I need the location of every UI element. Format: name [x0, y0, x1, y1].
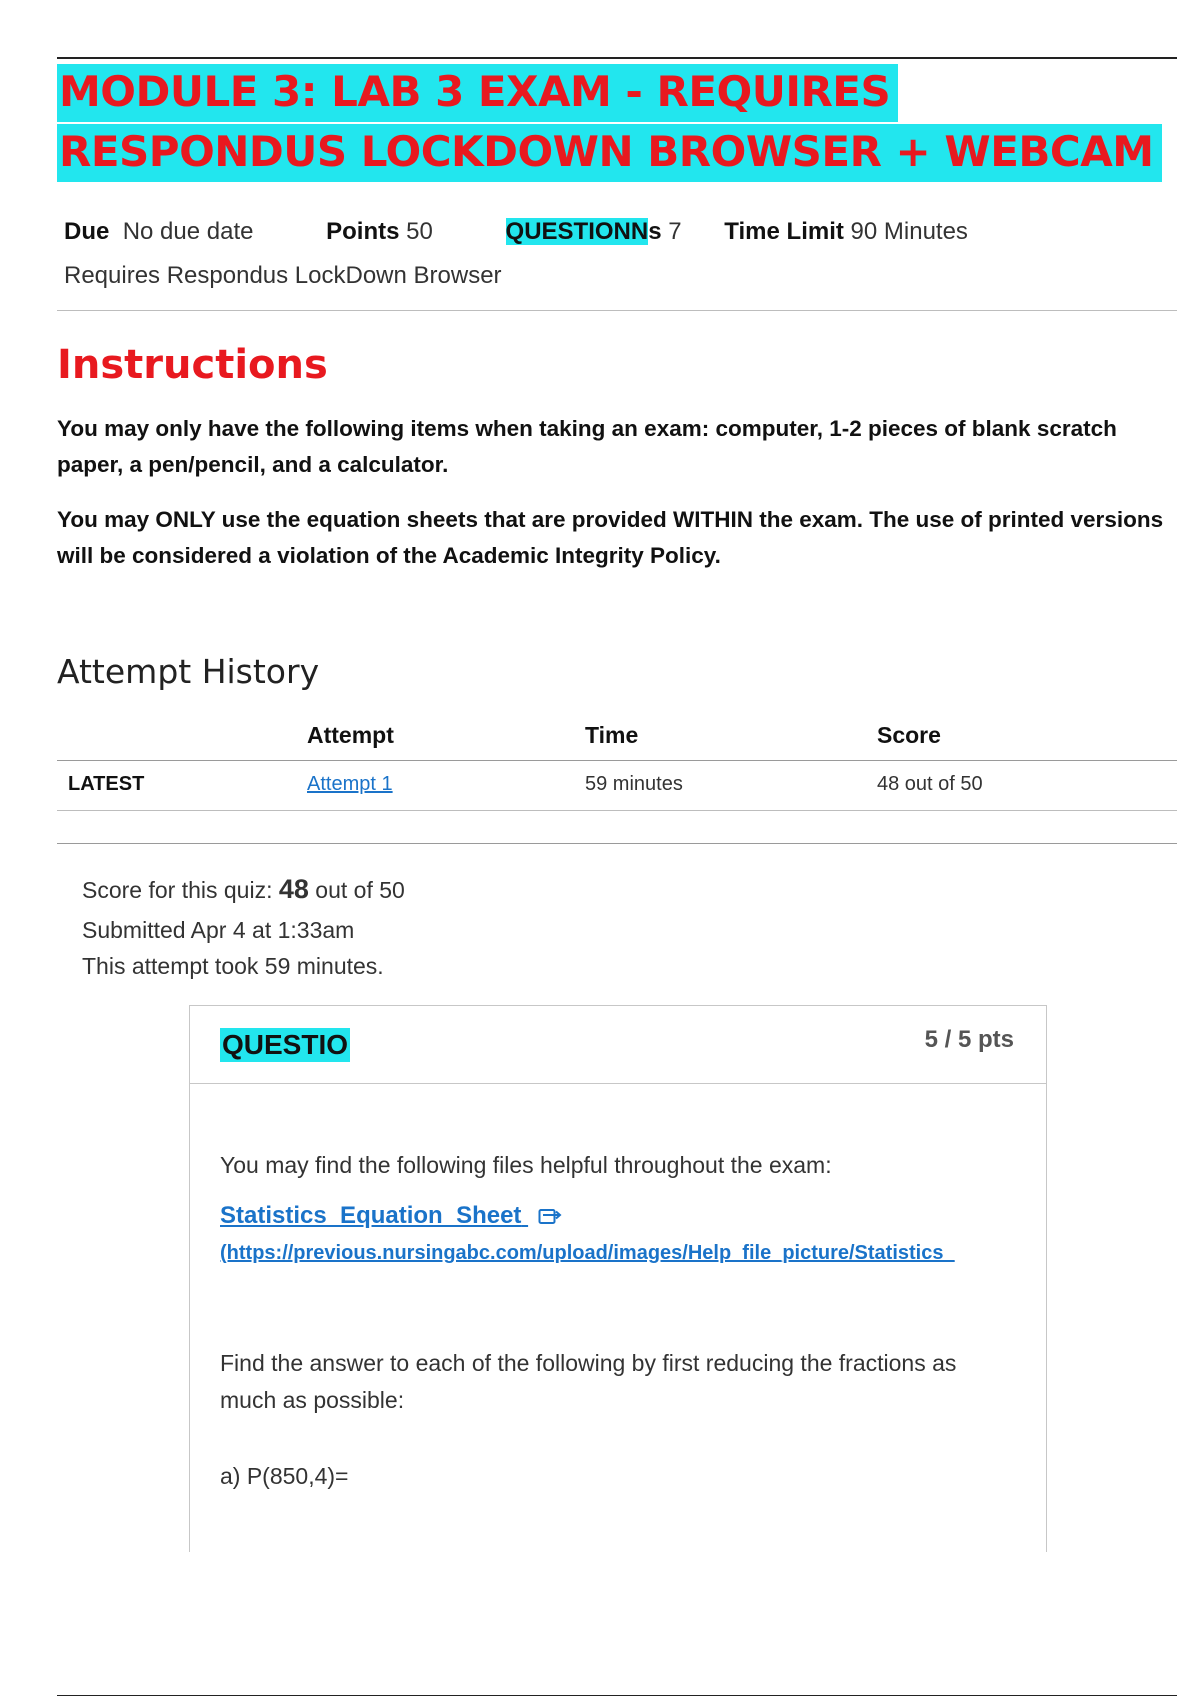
questions-info: [506, 218, 682, 246]
question-points: 5 / 5 pts: [924, 1026, 1014, 1053]
question-header: [190, 1006, 1046, 1084]
attempt-history-heading: Attempt History: [57, 652, 320, 691]
meta-divider: [57, 310, 1177, 311]
exam-title-line-2: RESPONDUS LOCKDOWN BROWSER + WEBCAM: [57, 124, 1162, 182]
exam-title-line-1: MODULE 3: LAB 3 EXAM - REQUIRES: [57, 64, 898, 122]
equation-sheet-url[interactable]: (https://previous.nursingabc.com/upload/images/Help_file_picture/Statistics_: [220, 1242, 955, 1264]
instructions-paragraph-2: You may ONLY use the equation sheets that are provided WITHIN the exam. The use of printed versions will be considered a violation of the Academic Integrity Policy.: [57, 507, 1164, 568]
summary-divider: [57, 843, 1177, 844]
instructions-heading: Instructions: [57, 342, 328, 388]
equation-sheet-link[interactable]: Statistics_Equation_Sheet: [220, 1202, 522, 1229]
attempt-row-time: 59 minutes: [585, 773, 683, 795]
time-limit-value: 90 Minutes: [850, 218, 968, 245]
questions-value: 7: [668, 218, 682, 245]
points-value: 50: [406, 218, 433, 245]
column-header-time: Time: [585, 722, 639, 748]
question-part-a: a) P(850,4)=: [220, 1463, 349, 1489]
column-header-attempt: Attempt: [307, 722, 394, 748]
time-limit-label: Time Limit: [724, 218, 844, 245]
question-intro: You may find the following files helpful throughout the exam:: [220, 1152, 832, 1178]
equation-sheet-link-row: [220, 1202, 564, 1230]
top-rule: [57, 57, 1177, 59]
bottom-rule: [57, 1695, 1177, 1696]
lockdown-requirement: Requires Respondus LockDown Browser: [64, 262, 502, 289]
instructions-paragraph-1: You may only have the following items when taking an exam: computer, 1-2 pieces of blank scratch paper, a pen/pencil, and a calculator.: [57, 416, 1117, 477]
table-row-divider: [57, 810, 1177, 811]
attempt-1-link-cell: [307, 773, 393, 796]
due-label: Due: [64, 218, 110, 245]
attempt-row-tag: LATEST: [68, 773, 145, 795]
question-prompt-line-2: much as possible:: [220, 1387, 405, 1413]
attempt-duration: This attempt took 59 minutes.: [82, 953, 384, 979]
exam-meta: [64, 218, 1034, 246]
question-prompt-line-1: Find the answer to each of the following by first reducing the fractions as: [220, 1350, 957, 1376]
score-suffix: out of 50: [308, 877, 405, 903]
points-label: Points: [326, 218, 400, 245]
table-header-divider: [57, 760, 1177, 761]
question-card: [189, 1005, 1047, 1552]
quiz-score-summary: [82, 874, 405, 905]
external-link-icon[interactable]: [538, 1207, 564, 1227]
questions-label: QUESTIONN: [505, 218, 649, 245]
attempt-1-link[interactable]: Attempt 1: [307, 773, 393, 795]
score-prefix: Score for this quiz:: [82, 877, 279, 903]
score-value: 48: [278, 874, 309, 904]
questions-label-suffix: s: [648, 218, 662, 245]
due-value: No due date: [122, 218, 254, 245]
question-title: QUESTIO: [222, 1029, 349, 1060]
due-info: [64, 218, 253, 246]
submitted-time: Submitted Apr 4 at 1:33am: [82, 917, 355, 943]
time-limit-info: [724, 218, 968, 246]
attempt-row-score: 48 out of 50: [877, 773, 983, 795]
points-info: [326, 218, 433, 246]
column-header-score: Score: [877, 722, 941, 748]
